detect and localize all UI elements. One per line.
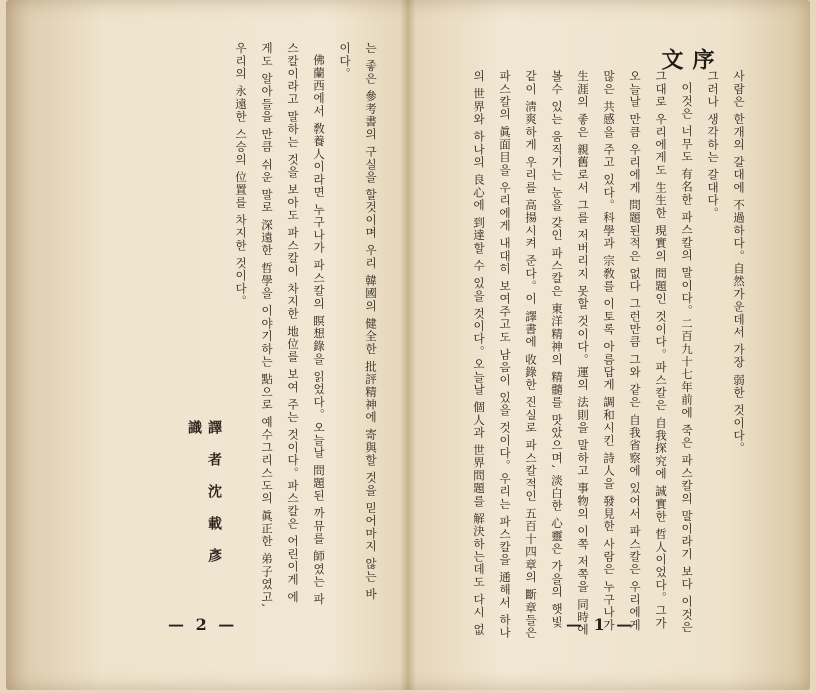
page-number-right: — 1 — xyxy=(566,615,636,634)
text-column: 파스칼의 眞面目을 우리에게 내대히 보여주고도 남음이 있을 것이다。우리는 파스칼을 通해서 하나 xyxy=(498,70,512,640)
text-column: 그대로 우리에게도 生生한 現實의 問題인 것이다。파스칼은 自我探究에 誠實한 哲人이었다。그가 xyxy=(654,70,668,630)
text-column: 의 世界와 하나의 良心에 到達할 수 있을 것이다。오늘날 個人과 世界問題를 解決하는데도 다시 없 xyxy=(472,70,486,637)
text-column: 볼수 있는 움직기는 눈을 갖인 파스칼은 東洋精神의 精髓를 맛았으며, 淡白한 心靈은 가을의 햇빛 xyxy=(550,70,564,629)
preface-title: 序 文 xyxy=(658,48,715,120)
text-column: 사람은 한개의 갈대에 不過하다。自然가운데서 가장 弱한 것이다。 xyxy=(732,70,746,455)
text-column: 많은 共感을 주고 있다。科學과 宗敎를 이토록 아름답게 調和시킨 詩人을 發見한 사람은 누구나가 xyxy=(602,70,616,632)
right-page xyxy=(408,0,810,690)
text-column: 같이 淸爽하게 우리를 高揚시켜 준다。이 譯書에 收錄한 진실로 파스칼적인 五百十四章의 斷章들은 xyxy=(524,70,538,640)
text-column: 스칼이라고 말하는 것을 보아도 파스칼이 차지한 地位를 보여 주는 것이다。파스칼은 어린이게 에 xyxy=(286,42,300,604)
text-column: 佛蘭西에서 敎養人이라면 누구나가 파스칼의 瞑想錄을 읽었다。오늘날 問題된 까뮤를 師였는 파 xyxy=(312,54,326,606)
text-column: 이것은 너무도 有名한 파스칼의 말이다。二百九十七年前에 죽은 파스칼의 말이라기 보다 이것은 xyxy=(680,82,694,634)
page-number-left: — 2 — xyxy=(168,615,238,634)
text-column: 게도 알아들을 만큼 쉬운 말로 深遠한 哲學을 이야기하는 點으로 예수그리스도의 眞正한 弟子였고, xyxy=(260,42,274,609)
right-page-text xyxy=(472,70,752,640)
text-column: 그러나 생각하는 갈대다。 xyxy=(706,70,720,220)
text-column: 이다。 xyxy=(338,42,352,81)
text-column: 오늘날 만큼 우리에게 問題된적은 없다 그런만큼 그와 같은 自我省察에 있어서 파스칼은 우리에게 xyxy=(628,70,642,632)
left-page xyxy=(6,0,408,690)
text-column: 는 좋은 參考書의 구실을 할것이며 우리 韓國의 健全한 批評精神에 寄與할 것을 믿어마지 않는 바 xyxy=(364,42,378,601)
text-column: 生涯의 좋은 親舊로서 그를 저버리지 못할 것이다。運의 法則을 말하고 事物의 이쪽 저쪽을 同時에 xyxy=(576,70,590,637)
left-page-text xyxy=(98,42,384,609)
translator-signature: 譯者沈載彥識 xyxy=(186,420,222,580)
open-book xyxy=(6,0,810,690)
text-column: 우리의 永遠한 스승의 位置를 차지한 것이다。 xyxy=(234,42,248,308)
